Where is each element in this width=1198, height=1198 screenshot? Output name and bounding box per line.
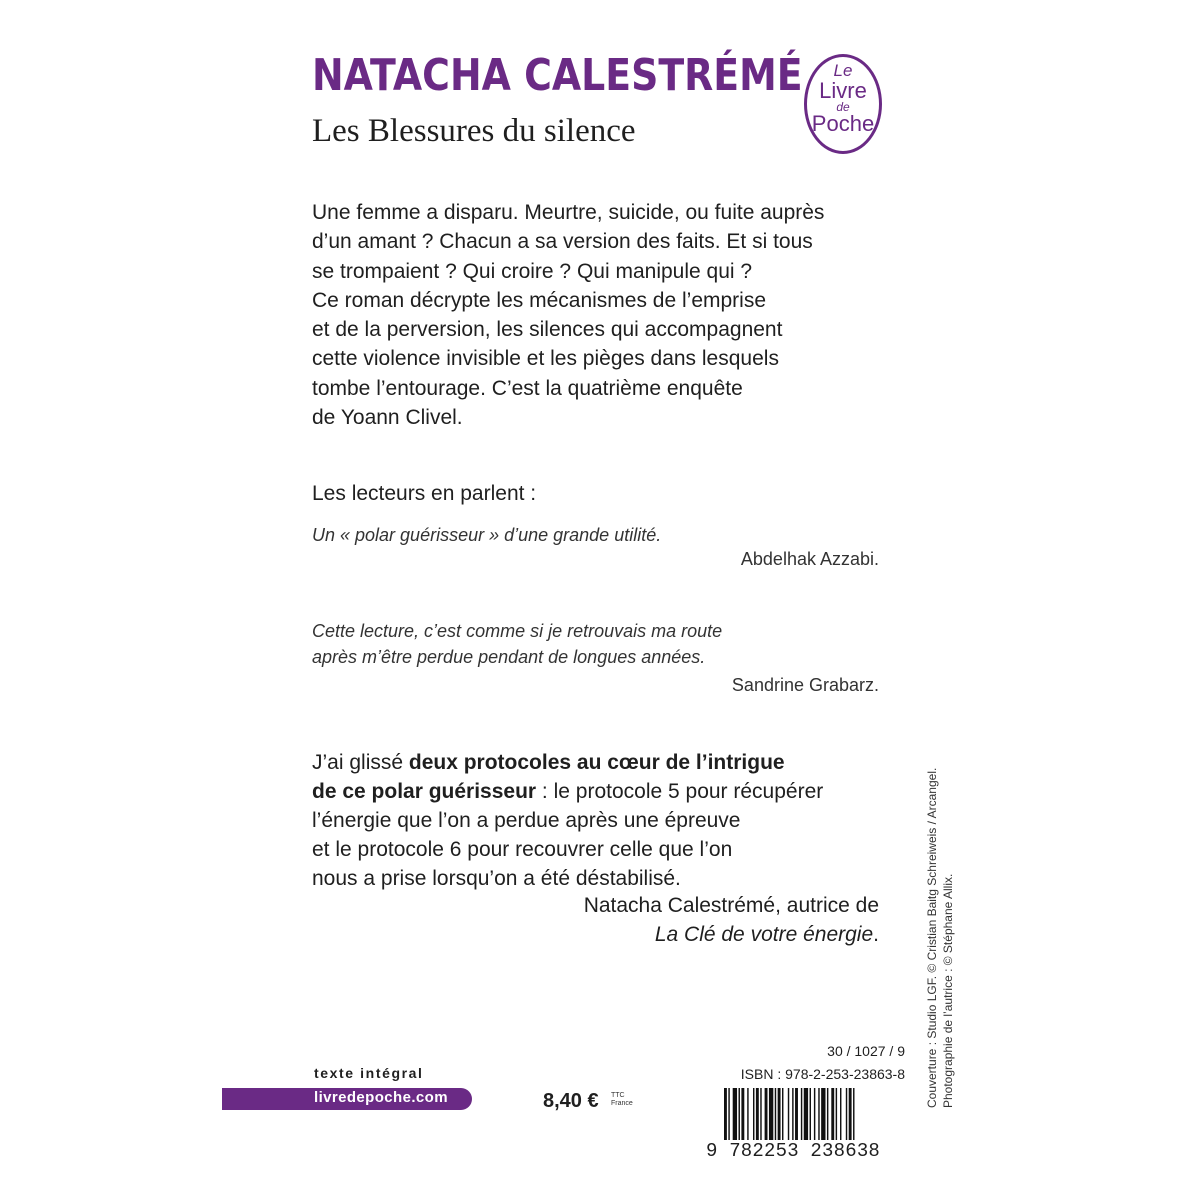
reader-quote-2: Cette lecture, c’est comme si je retrouvais ma route après m’être perdue pendant de longues années. xyxy=(312,621,723,667)
other-book-title: La Clé de votre énergie. xyxy=(654,923,879,946)
reader-name-1: Abdelhak Azzabi. xyxy=(740,549,879,569)
author-note-line: J’ai glissé deux protocoles au cœur de l’intrigue xyxy=(312,751,785,774)
photo-credits: Couverture : Studio LGF. © Cristian Baitg Schreiweis / Arcangel. Photographie de l’autrice : © Stéphane Allix. xyxy=(925,767,955,1108)
price: 8,40 € xyxy=(543,1090,599,1112)
publisher-logo: Le Livre de Poche xyxy=(804,54,882,154)
author-note-line: de ce polar guérisseur : le protocole 5 pour récupérer xyxy=(312,780,824,803)
author-signature: Natacha Calestrémé, autrice de xyxy=(583,894,879,917)
reader-quote-1: Un « polar guérisseur » d’une grande utilité. xyxy=(312,525,662,545)
synopsis-line: Une femme a disparu. Meurtre, suicide, ou fuite auprès xyxy=(312,201,825,224)
reader-name-2: Sandrine Grabarz. xyxy=(731,675,879,695)
catalog-code: 30 / 1027 / 9 xyxy=(827,1043,905,1059)
website-link[interactable]: livredepoche.com xyxy=(314,1089,448,1106)
author-note-line: et le protocole 6 pour recouvrer celle que l’on xyxy=(312,838,733,861)
barcode-digits: 9 782253 238638 xyxy=(706,1140,881,1162)
synopsis-line: d’un amant ? Chacun a sa version des faits. Et si tous xyxy=(312,230,813,254)
synopsis-line: tombe l’entourage. C’est la quatrième enquête xyxy=(312,376,743,400)
author-note xyxy=(312,748,892,893)
synopsis-line: et de la perversion, les silences qui accompagnent xyxy=(312,318,783,342)
edition-label: texte intégral xyxy=(314,1065,424,1081)
author-name: NATACHA CALESTRÉMÉ xyxy=(312,50,803,101)
synopsis-line: cette violence invisible et les pièges dans lesquels xyxy=(312,347,779,371)
readers-heading: Les lecteurs en parlent : xyxy=(312,482,537,505)
barcode-icon xyxy=(724,1088,904,1140)
author-note-line: nous a prise lorsqu’on a été déstabilisé. xyxy=(312,867,681,890)
book-title: Les Blessures du silence xyxy=(312,113,636,149)
synopsis-line: Ce roman décrypte les mécanismes de l’emprise xyxy=(312,288,767,312)
synopsis-line: de Yoann Clivel. xyxy=(312,406,463,430)
isbn: ISBN : 978-2-253-23863-8 xyxy=(740,1066,905,1082)
synopsis xyxy=(312,198,892,432)
price-note: TTC France xyxy=(611,1092,633,1107)
author-note-line: l’énergie que l’on a perdue après une épreuve xyxy=(312,809,741,832)
synopsis-line: se trompaient ? Qui croire ? Qui manipule qui ? xyxy=(312,259,753,283)
